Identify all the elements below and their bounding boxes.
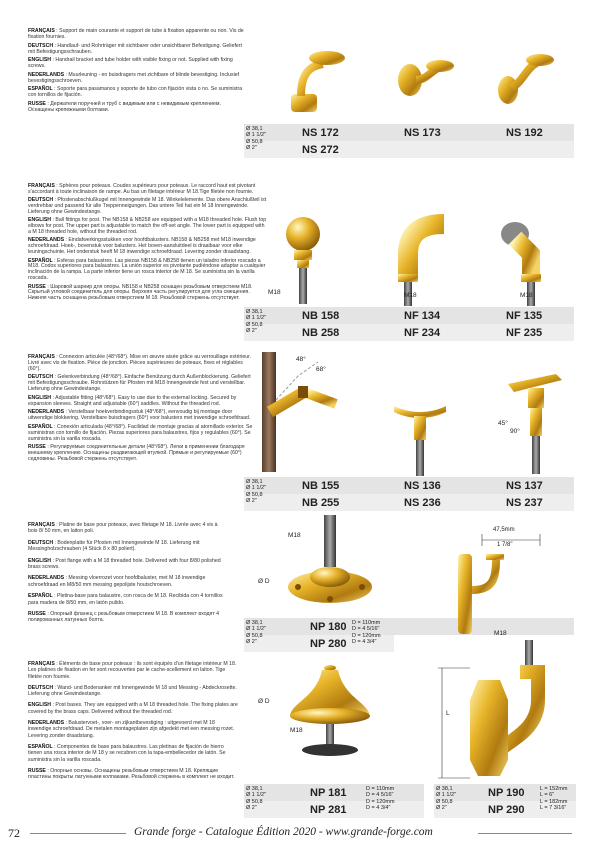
nf135-m18: M18 xyxy=(520,292,533,299)
code-np180: NP 180 xyxy=(310,620,347,633)
desc-fr: FRANÇAIS : Support de main courante et support de tube à fixation apparente ou non. Vis de fixation fournies. xyxy=(28,28,244,41)
ns172-bracket-image xyxy=(283,44,343,114)
nb155-adjustable-fitting-image xyxy=(258,352,348,472)
section3-code-row2 xyxy=(244,494,574,511)
code-np181: NP 181 xyxy=(310,786,347,799)
desc-nl: NEDERLANDS : Muurleuning - en buisdragers met zichtbare of blinde bevestiging. Inclusief bevestigingsschroeven. xyxy=(28,71,240,84)
section1-description xyxy=(28,28,248,115)
np181-post-base-image xyxy=(282,658,378,768)
code-nb158: NB 158 xyxy=(302,309,340,322)
section5-code-row2 xyxy=(244,801,424,818)
np181-diameter: Ø D xyxy=(258,698,270,705)
np190-width-in: 1 7/8" xyxy=(497,542,513,548)
np181-m18: M18 xyxy=(290,727,303,734)
code-np190: NP 190 xyxy=(488,786,525,799)
ns137-adjustable-saddle-image xyxy=(500,368,570,478)
code-ns192: NS 192 xyxy=(506,126,543,139)
section3-description: FRANÇAIS : Connexion articulée (48°/68°). Mise en œuvre aisée grâce au verrouillage extérieur. Livré avec vis de fixation. Pièce de jonction. Pièces supérieures de poteaux, fixes et réglables (60°). DEUTSCH : Gelenkverbindung (48°/68°). Einfache Benützung durch Außenblockierung. Geliefert mit Befestigungsschraube. Rohrstützen für Pfosten mit M18 Innengewinde fest und verstellbar. Lieferung ohne Gewindestange. ENGLISH : Adjustable fitting (48°/68°). Easy to use due to the external locking. Secured by expansion sleeves. Straight and adjustable (60°) saddles. Without the threaded rod. NEDERLANDS : Verstelbaar hoekverbindingsstuk (48°/68°), eenvoudig bij montage door uitwendige blokkering. Verstelbare buisdragers (60°) voor balusters met inwendige schroefdraad. ESPAÑOL : Conexión articulada (48°/68°). Facilidad de montaje gracias al atornillado exterior. Se suministran con tornillo de fijación. Piezas superiores para balaustres, fijos y regulables (60°). Se suministra sin la varilla roscada. RUSSE : Регулируемые соединительные детали (48°/68°). Легки в применении благодаря внешнему креплению. Оснащены раздвигающей втулкой. Прямые и регулируемые (60°) седловины. Резьбовой стержень отсутствует. xyxy=(28,354,253,462)
np290-floor-wall-base-image xyxy=(470,640,560,780)
np190-width-mm: 47,5mm xyxy=(493,527,515,533)
section5-code-row1 xyxy=(244,784,424,801)
catalogue-title: Grande forge - Catalogue Édition 2020 - www.grande-forge.com xyxy=(134,826,433,838)
section4-sizes: Ø 38,1 Ø 1 1/2" Ø 50,8 Ø 2" xyxy=(246,620,266,646)
desc-en: ENGLISH : Handrail bracket and tube holder with visible fixing or not. Supplied with fixing screws. xyxy=(28,57,233,70)
code-nf134: NF 134 xyxy=(404,309,441,322)
section5-description: FRANÇAIS : Éléments de base pour poteaux : ils sont équipés d'un filetage intérieur M 18. Les platines de fixation en fer sont recouvertes par le cache-scellement en laiton. Tige filetée non fournie. DEUTSCH : Wand- und Bodenanker mit Innengewinde M 18 und Messing - Abdeckrosette. Lieferung ohne Gewindestange. ENGLISH : Post bases. They are equipped with a M 18 threaded hole. The fixing plates are covered by the brass caps. Delivered without the threaded rod. NEDERLANDS : Balustervoet-, voer- en zijkantbevestiging : uitgevoerd met M 18 inwendige schroefdraad. De metalen montageplaten zijn afgedekt met een messing rozet. Levering zonder draadstang. ESPAÑOL : Componentes de base para balaustres. Las pletinas de fijación de hierro tienen una rosca interior de M 18 y se recubren con la tapa-embellecedor de latón. Se suministra sin la varilla roscada. RUSSE : Опорные основы. Оснащены резьбовым отверстием M 18. Крепящие пластины покрыты латунными колпаками. Резьбовой стержень в комплект не входит. xyxy=(28,661,238,781)
section3-sizes: Ø 38,1 Ø 1 1/2" Ø 50,8 Ø 2" xyxy=(246,479,266,505)
code-nb258: NB 258 xyxy=(302,326,340,339)
nb158-ball-image xyxy=(283,208,323,308)
np190-wall-bracket-image xyxy=(458,550,508,640)
section2-code-row2 xyxy=(244,324,574,341)
code-ns137: NS 137 xyxy=(506,479,543,492)
code-nf135: NF 135 xyxy=(506,309,543,322)
footer-rule-right xyxy=(478,833,572,834)
section4-description: FRANÇAIS : Platine de base pour poteaux, avec filetage M 18. Livrée avec 4 vis à bois 8/ 50 mm, en laiton poli. DEUTSCH : Bodenplatte für Pfosten mit Innengewinde M 18. Lieferung mit Messingholzschrauben (4 Stück 8 x 80 poliert). ENGLISH : Post flange with a M 18 threaded hole. Delivered with four 8/80 polished brass screws. NEDERLANDS : Messing vloerrozet voor hoofdbaluster, met M 18 inwendige schroefdraad en M8/50 mm messing gepolijste houtschroeven. ESPAÑOL : Pletina-base para balaustre, con rosca de M 18. Recibida con 4 tornillos para madera de 8/50 mm, en latón pulido. RUSSE : Опорный фланец с резьбовым отверстием M 18. В комплект входят 4 полированных латунных болта. xyxy=(28,522,223,624)
nf134-m18: M18 xyxy=(404,292,417,299)
code-nb155: NB 155 xyxy=(302,479,340,492)
code-nf235: NF 235 xyxy=(506,326,543,339)
ns192-bracket-image xyxy=(496,50,556,110)
section2-code-row1 xyxy=(244,307,574,324)
section6-dimensions: L = 152mm L = 6" L = 182mm L = 7 3/16" xyxy=(540,786,568,811)
code-ns172: NS 172 xyxy=(302,126,339,139)
code-ns272: NS 272 xyxy=(302,143,339,156)
code-ns136: NS 136 xyxy=(404,479,441,492)
desc-ru: RUSSE : Держатели поручней и труб с видимым или с невидимым креплением. Оснащены крепежными болтами. xyxy=(28,100,221,113)
section1-sizes: Ø 38,1 Ø 1 1/2" Ø 50,8 Ø 2" xyxy=(246,126,266,152)
section2-sizes: Ø 38,1 Ø 1 1/2" Ø 50,8 Ø 2" xyxy=(246,309,266,335)
np180-diameter: Ø D xyxy=(258,578,270,585)
np180-m18: M18 xyxy=(288,532,301,539)
section1-code-row1 xyxy=(244,124,574,141)
nb155-angle-48: 48° xyxy=(296,356,306,363)
page-footer xyxy=(0,824,600,840)
code-nb255: NB 255 xyxy=(302,496,340,509)
desc-es: ESPAÑOL : Soporte para pasamanos y soporte de tubo con fijación vista o no. Se suministra con tornillos de fijación. xyxy=(28,86,243,99)
nf134-elbow-image xyxy=(388,214,448,306)
section1-code-row2 xyxy=(244,141,574,158)
footer-rule-left xyxy=(30,833,126,834)
code-np290: NP 290 xyxy=(488,803,525,816)
code-nf234: NF 234 xyxy=(404,326,441,339)
ns137-angle-90: 90° xyxy=(510,428,520,435)
section6-sizes: Ø 38,1 Ø 1 1/2" Ø 50,8 Ø 2" xyxy=(436,786,456,812)
code-ns173: NS 173 xyxy=(404,126,441,139)
code-np280: NP 280 xyxy=(310,637,347,650)
section5-sizes: Ø 38,1 Ø 1 1/2" Ø 50,8 Ø 2" xyxy=(246,786,266,812)
np180-post-flange-image xyxy=(280,515,380,610)
ns173-bracket-image xyxy=(396,58,456,113)
code-ns237: NS 237 xyxy=(506,496,543,509)
np290-length-label: L xyxy=(446,710,450,717)
section2-description: FRANÇAIS : Sphères pour poteaux. Coudes supérieurs pour poteaux. Le raccord haut est pivotant s'accordant à toute inclinaison de rampe. Au bas un filetage intérieur M 18.Tige filetée non fournie. DEUTSCH : Pfostenabschlußkugel mit Innengewinde M 18. Winkelelemente. Das obere Anschlußteil ist verdrehbar und passend für alle Treppenneigungen. Das untere Teil hat ein M 18 Innengewinde. Lieferung ohne Gewindestange. ENGLISH : Ball fittings for post. The NB158 & NB258 are equipped with a M18 threaded hole. Flush top elbows for post. The upper part is adjustable to match the off-set angle. The lower part is equipped with a M 18 threaded hole, without the threaded rod. NEDERLANDS : Eindafwerkingsstukken voor hoofdbalusters. NB158 & NB258 met M18 inwendige schroefdraad. Hoek-, bovenstuk voor balusters. Het boven-aansluitdeel is draaibaar voor elke leuningschuinte. Het onderstuk heeft M 18 inwendige schroefdraad. Levering zonder draadstang. ESPAÑOL : Esferas para balaustres. Las piezas NB158 & NB258 tienen un taladro inferior roscado a M18. Codos superiores para balaustres. La unión superior es pivotante pudiéndose adaptar a cualquier inclinación de la rampa. La parte inferior tiene un rosca interior de M 18. Se suministra sin la varilla roscada. RUSSE : Шаровой шарнир для опоры. NB158 и NB258 оснащен резьбовым отверстием M18. Скрытый угловой соединитель для опоры. Верхняя часть регулируется для угла смещения. Нижняя часть оснащена резьбовым отверстием M 18. Резьбовой стержень отсутствует. xyxy=(28,183,267,302)
np290-m18: M18 xyxy=(494,630,507,637)
section4-dimensions: D = 110mm D = 4 5/16" D = 120mm D = 4 3/4" xyxy=(352,620,381,645)
code-np281: NP 281 xyxy=(310,803,347,816)
code-ns236: NS 236 xyxy=(404,496,441,509)
nb155-angle-68: 68° xyxy=(316,366,326,373)
section5-dimensions: D = 110mm D = 4 5/16" D = 120mm D = 4 3/4" xyxy=(366,786,395,811)
ns136-saddle-image xyxy=(390,400,450,480)
nb158-m18: M18 xyxy=(268,289,281,296)
section3-code-row1 xyxy=(244,477,574,494)
desc-de: DEUTSCH : Handlauf- und Rohrträger mit sichtbarer oder unsichtbarer Befestigung. Geliefert mit Befestigungsschrauben. xyxy=(28,42,242,55)
ns137-angle-45: 45° xyxy=(498,420,508,427)
page-number: 72 xyxy=(8,826,20,840)
